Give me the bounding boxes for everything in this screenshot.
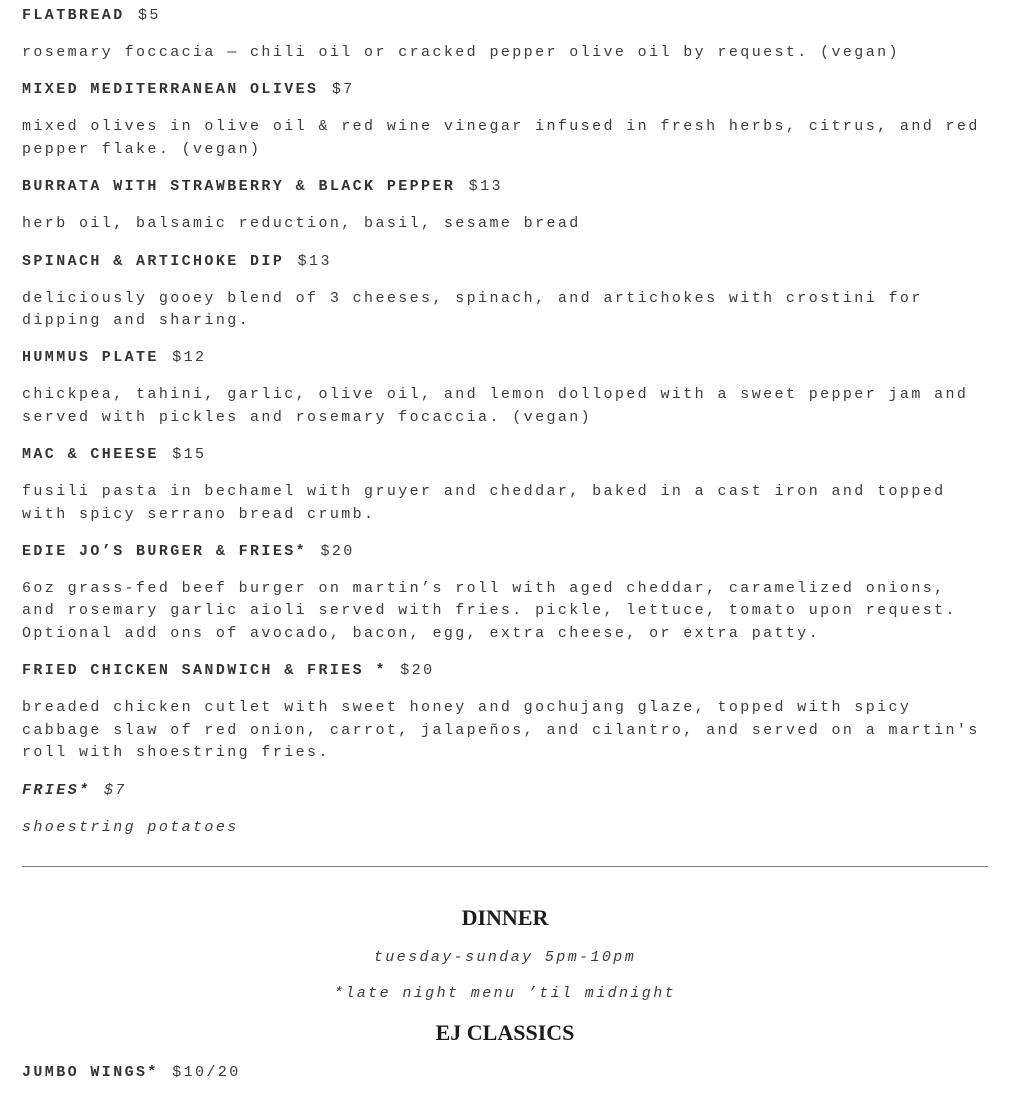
menu-item-description: herb oil, balsamic reduction, basil, sesame bread — [22, 215, 581, 233]
menu-list — [22, 0, 988, 855]
menu-item-price: $12 — [172, 349, 207, 367]
menu-item-title — [22, 6, 988, 26]
late-night-note: *late night menu ’til midnight — [333, 985, 677, 1002]
menu-item-name: FLATBREAD — [22, 7, 125, 24]
section-heading-ej-classics: EJ CLASSICS — [435, 1020, 575, 1045]
menu-item-title — [22, 177, 988, 197]
menu-item-price: $7 — [103, 781, 127, 799]
menu-item-price: $10/20 — [172, 1064, 241, 1081]
menu-item-name: FRIED CHICKEN SANDWICH & FRIES * — [22, 662, 387, 680]
menu-item-title — [22, 348, 988, 368]
menu-item-name: FRIES* — [22, 781, 91, 799]
menu-item-name: EDIE JO’S BURGER & FRIES* — [22, 543, 308, 561]
menu-item-description: chickpea, tahini, garlic, olive oil, and lemon dolloped with a sweet pepper jam and served with pickles and rosemary focaccia. (vegan) — [22, 386, 969, 426]
menu-item-title — [22, 661, 988, 681]
menu-item-price: $20 — [320, 543, 355, 561]
menu-item-description: mixed olives in olive oil & red wine vinegar infused in fresh herbs, citrus, and red pepper flake. (vegan) — [22, 118, 980, 158]
menu-item-price: $15 — [172, 446, 207, 464]
menu-item-title — [22, 542, 988, 562]
menu-item-title — [22, 1063, 241, 1083]
menu-item-name: HUMMUS PLATE — [22, 349, 159, 367]
menu-item-price: $13 — [468, 178, 503, 196]
dinner-hours: tuesday-sunday 5pm-10pm — [373, 949, 637, 966]
menu-item-price: $20 — [400, 662, 435, 680]
menu-item-price: $7 — [331, 81, 355, 99]
menu-item-name: SPINACH & ARTICHOKE DIP — [22, 252, 285, 270]
menu-item-title — [22, 252, 988, 272]
menu-item-description: deliciously gooey blend of 3 cheeses, spinach, and artichokes with crostini for dipping and sharing. — [22, 289, 923, 330]
menu-item-description: breaded chicken cutlet with sweet honey and gochujang glaze, topped with spicy cabbage slaw of red onion, carrot, jalapeños, and cilantro, and served on a martin's roll with shoestring fries. — [22, 699, 980, 762]
menu-item-title — [22, 80, 988, 100]
menu-item-name: MIXED MEDITERRANEAN OLIVES — [22, 81, 319, 99]
menu-item-price: $13 — [297, 252, 332, 270]
menu-item-name: JUMBO WINGS* — [22, 1064, 159, 1081]
menu-item-description: shoestring potatoes — [22, 818, 239, 836]
menu-item-description: rosemary foccacia — chili oil or cracked pepper olive oil by request. (vegan) — [22, 44, 900, 61]
menu-item-description: fusili pasta in bechamel with gruyer and cheddar, baked in a cast iron and topped with spicy serrano bread crumb. — [22, 483, 946, 523]
menu-item-name: MAC & CHEESE — [22, 446, 159, 464]
section-divider — [22, 866, 988, 867]
menu-item-name: BURRATA WITH STRAWBERRY & BLACK PEPPER — [22, 178, 456, 196]
menu-item-title — [22, 781, 988, 801]
dinner-heading: DINNER — [461, 905, 549, 930]
menu-item-description: 6oz grass-fed beef burger on martin’s roll with aged cheddar, caramelized onions, and rosemary garlic aioli served with fries. pickle, lettuce, tomato upon request. Optional add ons of avocado, bacon, egg, extra cheese, or extra patty. — [22, 580, 957, 642]
menu-item-title — [22, 445, 988, 465]
menu-item-price: $5 — [138, 7, 161, 24]
